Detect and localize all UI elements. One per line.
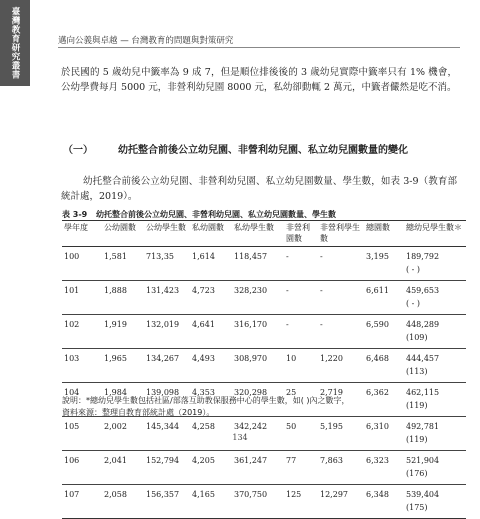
cell-private-students: 320,298 (234, 388, 268, 397)
cell-public-students: 134,267 (146, 354, 180, 363)
header-private-students: 私幼學生數 (234, 223, 274, 232)
cell-public-count: 2,002 (104, 422, 127, 431)
empty-cell (102, 298, 144, 315)
cell-public-students: 132,019 (146, 320, 180, 329)
cell-public-students: 139,098 (146, 388, 180, 397)
empty-cell (364, 298, 404, 315)
cell-nonprofit-students: - (320, 286, 323, 295)
cell-year: 101 (64, 286, 80, 295)
empty-cell (144, 332, 190, 349)
cell-private-count: 4,205 (192, 456, 215, 465)
empty-cell (62, 298, 102, 315)
cell-private-count: 4,353 (192, 388, 215, 397)
cell-private-students: 370,750 (234, 490, 268, 499)
cell-nonprofit-count: - (286, 286, 289, 295)
cell-private-count: 4,641 (192, 320, 215, 329)
cell-private-students: 342,242 (234, 422, 268, 431)
empty-cell (190, 332, 232, 349)
note-text: 說明：*總幼兒學生數包括社區/部落互助教保服務中心的學生數，如( )內之數字， (62, 396, 350, 405)
cell-nonprofit-students: - (320, 320, 323, 329)
table-row (62, 417, 466, 435)
section-number: （一） (63, 145, 93, 156)
header-total-count: 總園數 (366, 223, 390, 232)
cell-private-students: 308,970 (234, 354, 268, 363)
cell-nonprofit-students: 1,220 (320, 354, 343, 363)
table-caption-title: 幼托整合前後公立幼兒園、非營利幼兒園、私立幼兒園數量、學生數 (96, 210, 337, 219)
cell-change: (119) (404, 434, 466, 451)
side-tab: 臺灣教育研究叢書 (0, 0, 30, 86)
cell-private-students: 118,457 (234, 252, 268, 261)
cell-private-students: 328,230 (234, 286, 268, 295)
empty-cell (318, 264, 364, 281)
empty-cell (62, 366, 102, 383)
empty-cell (318, 468, 364, 485)
table-row-sub (62, 332, 466, 349)
empty-cell (364, 264, 404, 281)
empty-cell (102, 468, 144, 485)
table-note (62, 395, 467, 418)
cell-private-count: 4,258 (192, 422, 215, 431)
table-row-sub (62, 502, 466, 519)
table-row-sub (62, 264, 466, 281)
table-row (62, 281, 466, 299)
cell-change: (109) (404, 332, 466, 349)
table-row-sub (62, 366, 466, 383)
empty-cell (62, 468, 102, 485)
section-title: 幼托整合前後公立幼兒園、非營利幼兒園、私立幼兒園數量的變化 (118, 145, 408, 156)
cell-total-students: 462,115 (406, 388, 440, 397)
cell-public-students: 156,357 (146, 490, 180, 499)
empty-cell (144, 298, 190, 315)
kindergarten-table (62, 220, 466, 519)
empty-cell (190, 366, 232, 383)
cell-nonprofit-count: 10 (286, 354, 297, 363)
table-row-sub (62, 468, 466, 485)
source-text: 資料來源：整理自教育部統計處（2019）。 (62, 407, 215, 417)
cell-nonprofit-students: 12,297 (320, 490, 348, 499)
cell-total-count: 6,348 (366, 490, 389, 499)
cell-public-count: 1,984 (104, 388, 127, 397)
cell-total-students: 521,904 (406, 456, 440, 465)
cell-public-count: 1,888 (104, 286, 127, 295)
cell-private-students: 361,247 (234, 456, 268, 465)
cell-nonprofit-count: 25 (286, 388, 297, 397)
empty-cell (284, 298, 318, 315)
table-row-sub (62, 298, 466, 315)
cell-private-count: 1,614 (192, 252, 215, 261)
empty-cell (102, 502, 144, 519)
cell-total-count: 6,468 (366, 354, 389, 363)
empty-cell (102, 264, 144, 281)
cell-public-count: 1,965 (104, 354, 127, 363)
cell-public-students: 145,344 (146, 422, 180, 431)
cell-total-students: 189,792 (406, 252, 440, 261)
empty-cell (190, 298, 232, 315)
cell-change: ( - ) (404, 264, 466, 281)
cell-nonprofit-count: 125 (286, 490, 302, 499)
cell-change: (113) (404, 366, 466, 383)
cell-year: 106 (64, 456, 80, 465)
cell-total-count: 6,590 (366, 320, 389, 329)
empty-cell (232, 366, 284, 383)
cell-year: 102 (64, 320, 80, 329)
empty-cell (144, 366, 190, 383)
empty-cell (318, 366, 364, 383)
table-caption-number: 表 3-9 (62, 210, 88, 219)
cell-public-count: 1,919 (104, 320, 127, 329)
empty-cell (364, 468, 404, 485)
section-heading (63, 144, 443, 158)
empty-cell (190, 264, 232, 281)
cell-total-count: 6,323 (366, 456, 389, 465)
cell-year: 104 (64, 388, 80, 397)
cell-change: (176) (404, 468, 466, 485)
empty-cell (144, 502, 190, 519)
header-public-count: 公幼園數 (104, 223, 136, 232)
table-row (62, 349, 466, 367)
cell-private-students: 316,170 (234, 320, 268, 329)
cell-total-count: 6,611 (366, 286, 389, 295)
cell-total-students: 444,457 (406, 354, 440, 363)
header-rule (58, 47, 460, 48)
cell-year: 100 (64, 252, 80, 261)
cell-public-students: 152,794 (146, 456, 180, 465)
table-header-row (62, 221, 466, 247)
cell-private-count: 4,723 (192, 286, 215, 295)
table-row (62, 247, 466, 265)
paragraph-1: 於民國的 5 歲幼兒中籤率為 9 成 7，但是順位排後後的 3 歲幼兒實際中籤率只有 1% 機會，公幼學費每月 5000 元，非營利幼兒園 8000 元，私幼卻動輒 2 萬元，中籤者儼然是吃不消。 (61, 67, 457, 93)
empty-cell (364, 502, 404, 519)
empty-cell (232, 264, 284, 281)
empty-cell (190, 502, 232, 519)
cell-year: 103 (64, 354, 80, 363)
empty-cell (284, 502, 318, 519)
cell-change: (119) (404, 400, 466, 417)
cell-year: 107 (64, 490, 80, 499)
empty-cell (284, 468, 318, 485)
cell-nonprofit-count: - (286, 252, 289, 261)
cell-private-count: 4,165 (192, 490, 215, 499)
empty-cell (190, 468, 232, 485)
header-nonprofit-count: 非營利園數 (286, 223, 310, 243)
cell-public-count: 1,581 (104, 252, 127, 261)
page-number: 134 (232, 433, 248, 442)
empty-cell (364, 366, 404, 383)
cell-nonprofit-count: - (286, 320, 289, 329)
table-row (62, 315, 466, 333)
table-caption (62, 209, 336, 220)
empty-cell (102, 366, 144, 383)
empty-cell (318, 502, 364, 519)
cell-public-count: 2,041 (104, 456, 127, 465)
empty-cell (232, 298, 284, 315)
header-total-students: 總幼兒學生數＊ (406, 223, 462, 232)
empty-cell (62, 332, 102, 349)
cell-total-students: 492,781 (406, 422, 440, 431)
empty-cell (284, 332, 318, 349)
empty-cell (232, 468, 284, 485)
paragraph-2: 幼托整合前後公立幼兒園、非營利幼兒園、私立幼兒園數量、學生數，如表 3-9（教育部統計處，2019）。 (61, 176, 457, 202)
header-year: 學年度 (64, 223, 88, 232)
table-row (62, 451, 466, 469)
empty-cell (284, 366, 318, 383)
cell-nonprofit-count: 50 (286, 422, 297, 431)
cell-change: ( - ) (404, 298, 466, 315)
cell-nonprofit-students: 7,863 (320, 456, 343, 465)
empty-cell (318, 298, 364, 315)
table-row (62, 485, 466, 503)
running-head: 邁向公義與卓越 — 台灣教育的問題與對策研究 (58, 36, 234, 46)
cell-nonprofit-count: 77 (286, 456, 297, 465)
cell-public-students: 131,423 (146, 286, 180, 295)
cell-total-students: 459,653 (406, 286, 440, 295)
cell-nonprofit-students: 5,195 (320, 422, 343, 431)
header-public-students: 公幼學生數 (146, 223, 186, 232)
cell-year: 105 (64, 422, 80, 431)
empty-cell (102, 332, 144, 349)
cell-public-students: 713,35 (146, 252, 174, 261)
cell-total-students: 539,404 (406, 490, 440, 499)
cell-total-students: 448,289 (406, 320, 440, 329)
cell-nonprofit-students: 2,719 (320, 388, 343, 397)
empty-cell (318, 332, 364, 349)
cell-total-count: 6,310 (366, 422, 389, 431)
cell-total-count: 6,362 (366, 388, 389, 397)
cell-total-count: 3,195 (366, 252, 389, 261)
cell-change: (175) (404, 502, 466, 519)
empty-cell (62, 502, 102, 519)
empty-cell (232, 332, 284, 349)
empty-cell (144, 264, 190, 281)
cell-private-count: 4,493 (192, 354, 215, 363)
cell-public-count: 2,058 (104, 490, 127, 499)
header-nonprofit-students: 非營利學生數 (320, 223, 360, 243)
empty-cell (144, 468, 190, 485)
cell-nonprofit-students: - (320, 252, 323, 261)
header-private-count: 私幼園數 (192, 223, 224, 232)
empty-cell (364, 332, 404, 349)
empty-cell (62, 264, 102, 281)
empty-cell (284, 264, 318, 281)
empty-cell (232, 502, 284, 519)
